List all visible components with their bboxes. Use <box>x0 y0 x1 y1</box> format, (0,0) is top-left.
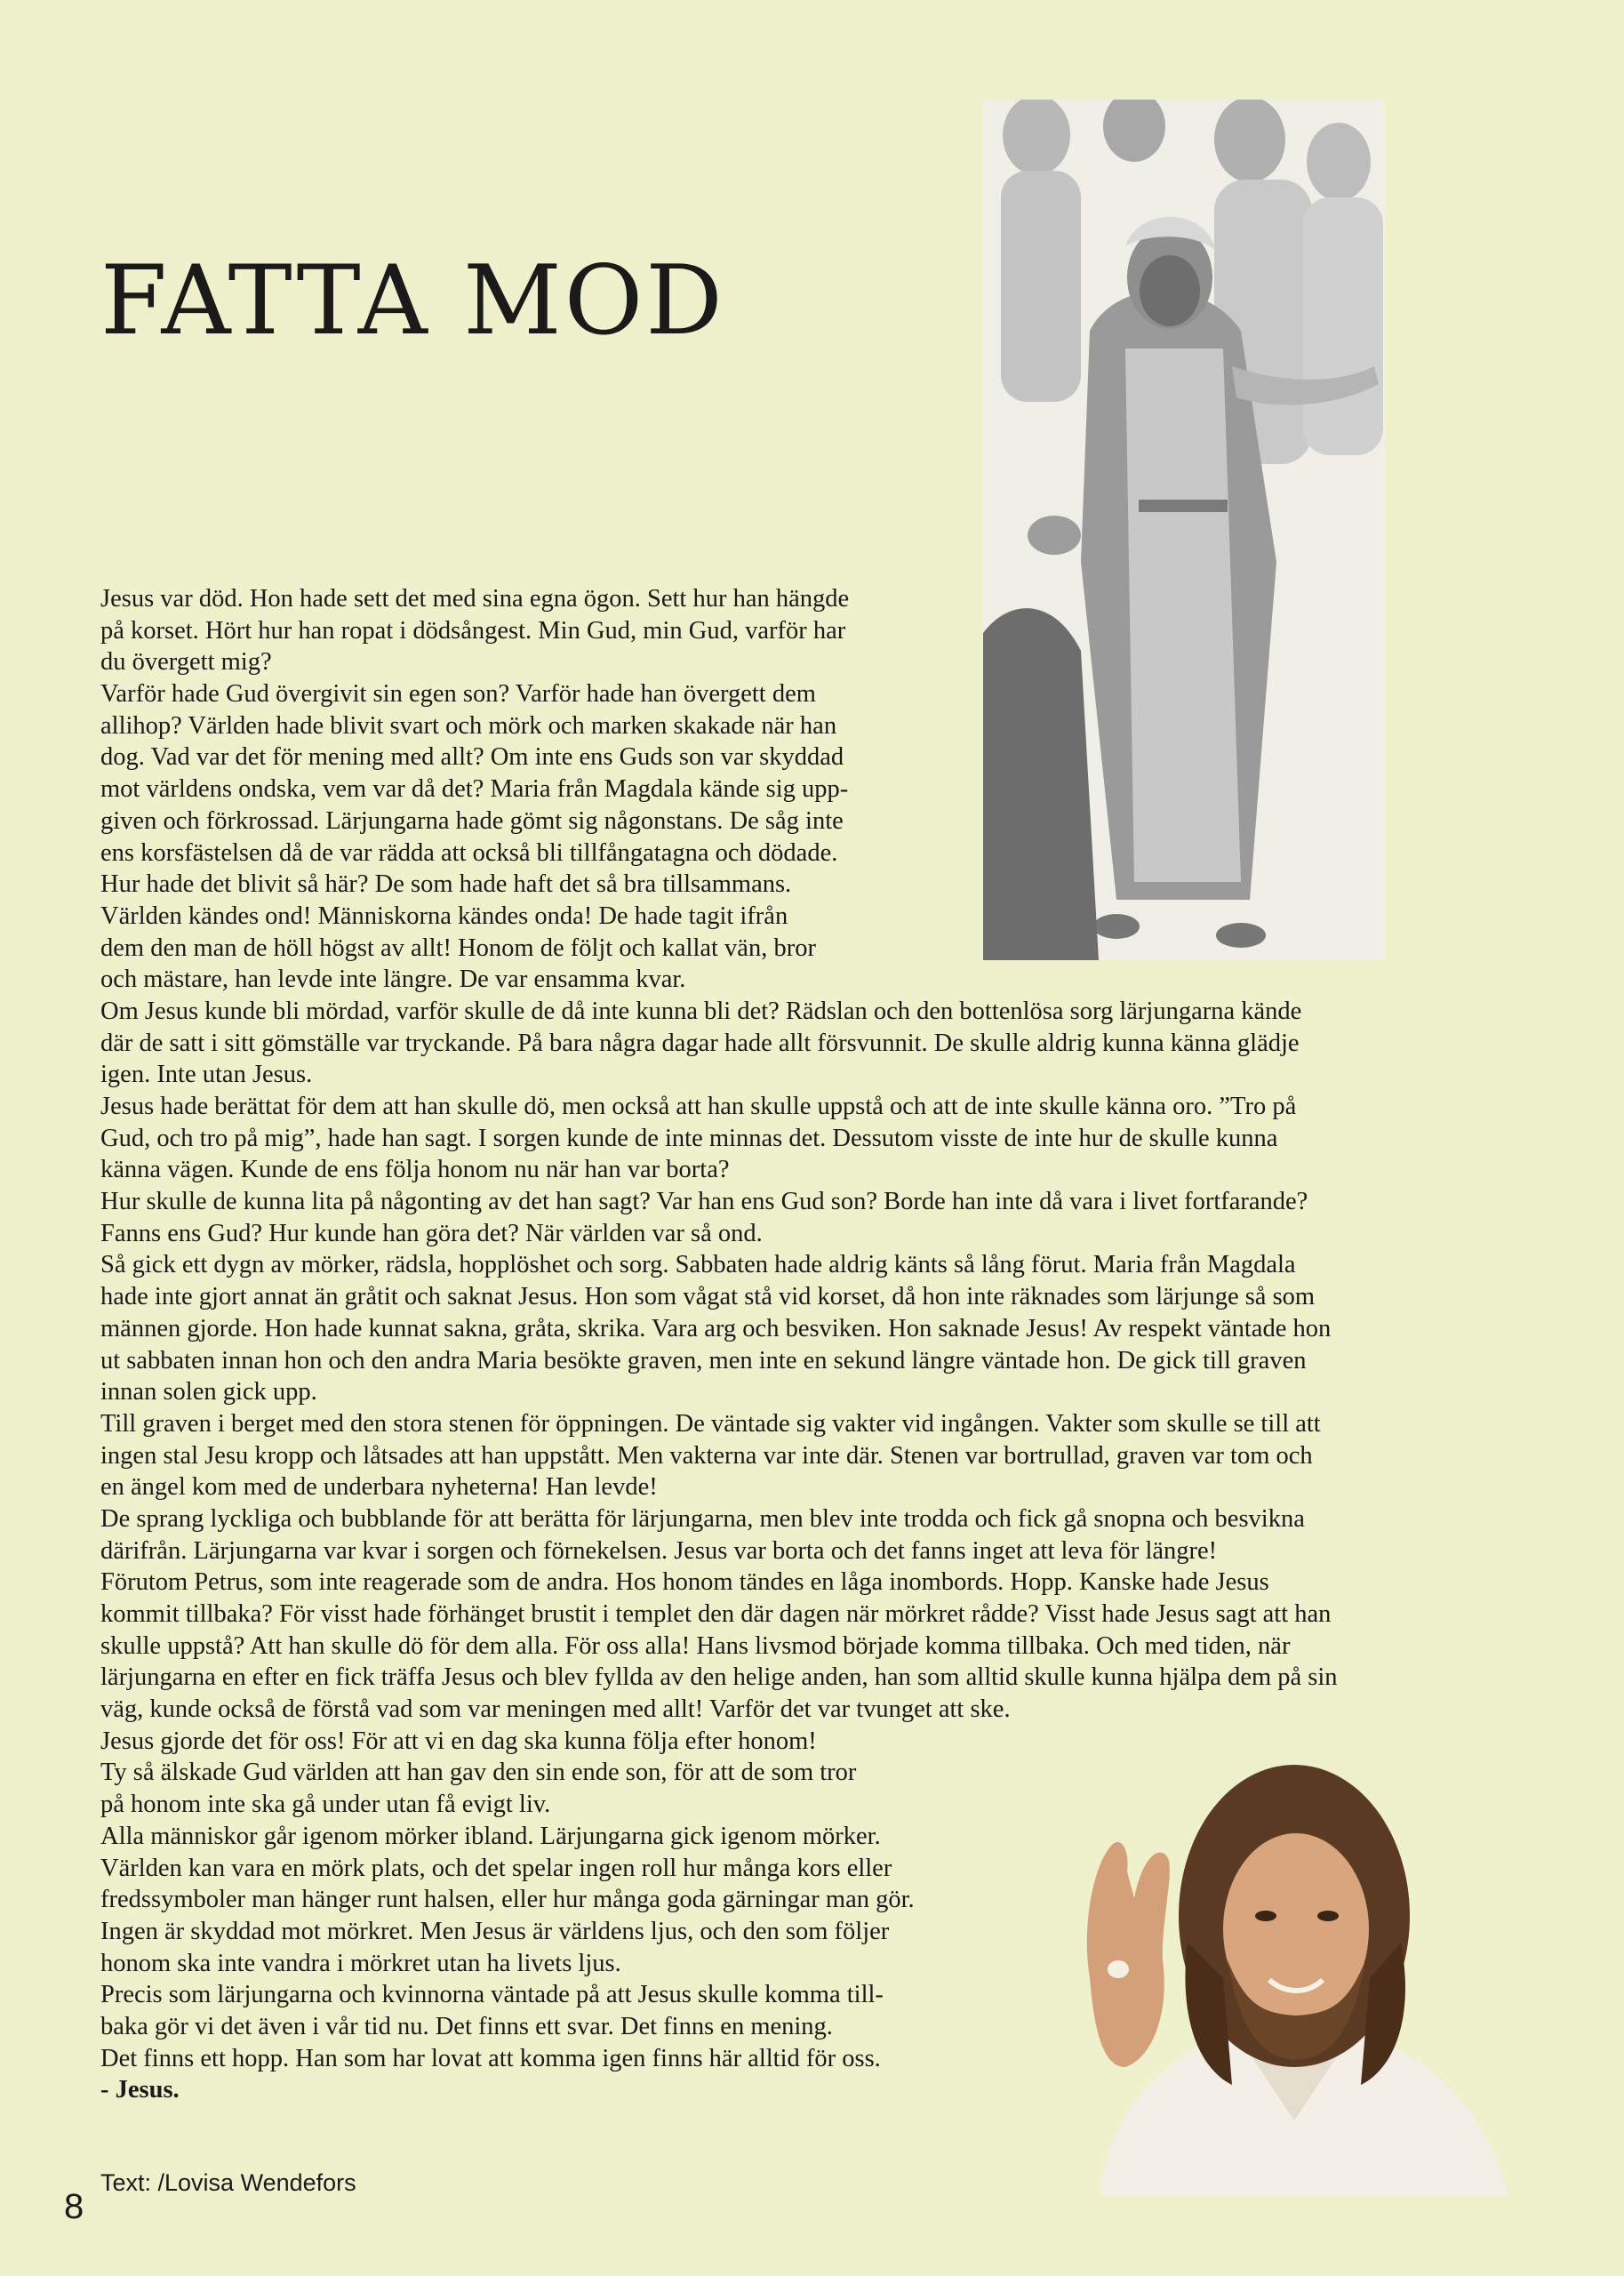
signature-line: - Jesus. <box>100 2076 180 2104</box>
body-line: baka gör vi det även i vår tid nu. Det finns ett svar. Det finns en mening. <box>100 2012 833 2040</box>
body-line: Fanns ens Gud? Hur kunde han göra det? När världen var så ond. <box>100 1219 763 1247</box>
body-line: på honom inte ska gå under utan få evigt liv. <box>100 1791 551 1819</box>
body-line: en ängel kom med de underbara nyheterna! Han levde! <box>100 1473 658 1502</box>
body-line: Hur skulle de kunna lita på någonting av det han sagt? Var han ens Gud son? Borde han inte då vara i livet fortfarande? <box>100 1188 1308 1216</box>
body-line: Varför hade Gud övergivit sin egen son? Varför hade han övergett dem <box>100 680 816 709</box>
body-line: Världen kan vara en mörk plats, och det spelar ingen roll hur många kors eller <box>100 1854 892 1882</box>
body-line: allihop? Världen hade blivit svart och mörk och marken skakade när han <box>100 711 837 740</box>
body-line: given och förkrossad. Lärjungarna hade gömt sig någonstans. De såg inte <box>100 806 844 835</box>
body-line: känna vägen. Kunde de ens följa honom nu när han var borta? <box>100 1156 730 1184</box>
jesus-photo <box>1063 1747 1534 2196</box>
body-line: väg, kunde också de förstå vad som var meningen med allt! Varför det var tvunget att ske. <box>100 1695 1011 1724</box>
body-line: skulle uppstå? Att han skulle dö för dem alla. För oss alla! Hans livsmod började komma tillbaka. Och med tiden, när <box>100 1631 1291 1660</box>
body-line: dog. Vad var det för mening med allt? Om inte ens Guds son var skyddad <box>100 743 844 772</box>
body-line: Det finns ett hopp. Han som har lovat att komma igen finns här alltid för oss. <box>100 2044 881 2072</box>
body-line: Hur hade det blivit så här? De som hade haft det så bra tillsammans. <box>100 870 792 899</box>
body-line: där de satt i sitt gömställe var tryckande. På bara några dagar hade allt försvunnit. De skulle aldrig kunna känna glädje <box>100 1029 1300 1057</box>
body-line: honom ska inte vandra i mörkret utan ha livets ljus. <box>100 1949 621 1977</box>
body-line: Jesus hade berättat för dem att han skulle dö, men också att han skulle uppstå och att de inte skulle känna oro. ”Tro på <box>100 1093 1297 1120</box>
page-number: 8 <box>64 2187 84 2226</box>
body-line: på korset. Hört hur han ropat i dödsångest. Min Gud, min Gud, varför har <box>100 616 846 645</box>
body-line: männen gjorde. Hon hade kunnat sakna, gråta, skrika. Vara arg och besviken. Hon saknade Jesus! Av respekt väntade hon <box>100 1314 1332 1342</box>
body-line: dem den man de höll högst av allt! Honom de följt och kallat vän, bror <box>100 934 816 962</box>
body-line: igen. Inte utan Jesus. <box>100 1061 313 1089</box>
body-line: och mästare, han levde inte längre. De var ensamma kvar. <box>100 966 686 994</box>
body-line: Förutom Petrus, som inte reagerade som de andra. Hos honom tändes en låga inombords. Hopp. Kanske hade Jesus <box>100 1568 1269 1597</box>
body-line: kommit tillbaka? För visst hade förhänget brustit i templet den där dagen när mörkret rådde? Visst hade Jesus sagt att han <box>100 1600 1332 1628</box>
body-line: därifrån. Lärjungarna var kvar i sorgen och förnekelsen. Jesus var borta och det fanns inget att leva för längre! <box>100 1536 1218 1565</box>
body-line: lärjungarna en efter en fick träffa Jesus och blev fyllda av den helige anden, han som alltid skulle kunna hjälpa dem på sin <box>100 1663 1338 1692</box>
body-line: hade inte gjort annat än gråtit och saknat Jesus. Hon som vågat stå vid korset, då hon inte räknades som lärjunge så som <box>100 1283 1316 1311</box>
body-line: Precis som lärjungarna och kvinnorna väntade på att Jesus skulle komma till- <box>100 1981 884 2009</box>
article-title: FATTA MOD <box>100 245 725 357</box>
body-line: Så gick ett dygn av mörker, rädsla, hopplöshet och sorg. Sabbaten hade aldrig känts så lång förut. Maria från Magdala <box>100 1251 1296 1279</box>
body-line: mot världens ondska, vem var då det? Maria från Magdala kände sig upp- <box>100 775 849 804</box>
body-line: Jesus var död. Hon hade sett det med sina egna ögon. Sett hur han hängde <box>100 585 850 613</box>
body-line: innan solen gick upp. <box>100 1378 317 1406</box>
author-credit: Text: /Lovisa Wendefors <box>100 2169 356 2196</box>
body-line: ut sabbaten innan hon och den andra Maria besökte graven, men inte en sekund längre väntade hon. De gick till graven <box>100 1346 1307 1374</box>
body-line: Alla människor går igenom mörker ibland. Lärjungarna gick igenom mörker. <box>100 1822 881 1850</box>
body-line: Om Jesus kunde bli mördad, varför skulle de då inte kunna bli det? Rädslan och den bottenlösa sorg lärjungarna kände <box>100 997 1302 1025</box>
body-line: Gud, och tro på mig”, hade han sagt. I sorgen kunde de inte minnas det. Dessutom visste de inte hur de skulle kunna <box>100 1124 1278 1152</box>
body-line: De sprang lyckliga och bubblande för att berätta för lärjungarna, men blev inte trodda och fick gå snopna och besvikna <box>100 1504 1305 1533</box>
body-line: Ty så älskade Gud världen att han gav den sin ende son, för att de som tror <box>100 1759 857 1787</box>
body-line: Världen kändes ond! Människorna kändes onda! De hade tagit ifrån <box>100 902 788 930</box>
body-line: Till graven i berget med den stora stenen för öppningen. De väntade sig vakter vid ingången. Vakter som skulle se till att <box>100 1409 1321 1438</box>
body-line: ens korsfästelsen då de var rädda att också bli tillfångatagna och dödade. <box>100 838 838 867</box>
body-line: fredssymboler man hänger runt halsen, eller hur många goda gärningar man gör. <box>100 1886 915 1914</box>
body-line: Jesus gjorde det för oss! För att vi en dag ska kunna följa efter honom! <box>100 1727 817 1755</box>
body-line: Ingen är skyddad mot mörkret. Men Jesus är världens ljus, och den som följer <box>100 1917 890 1945</box>
body-line: ingen stal Jesu kropp och låtsades att han uppstått. Men vakterna var inte där. Stenen var bortrullad, graven var tom och <box>100 1441 1313 1470</box>
body-line: du övergett mig? <box>100 648 272 677</box>
